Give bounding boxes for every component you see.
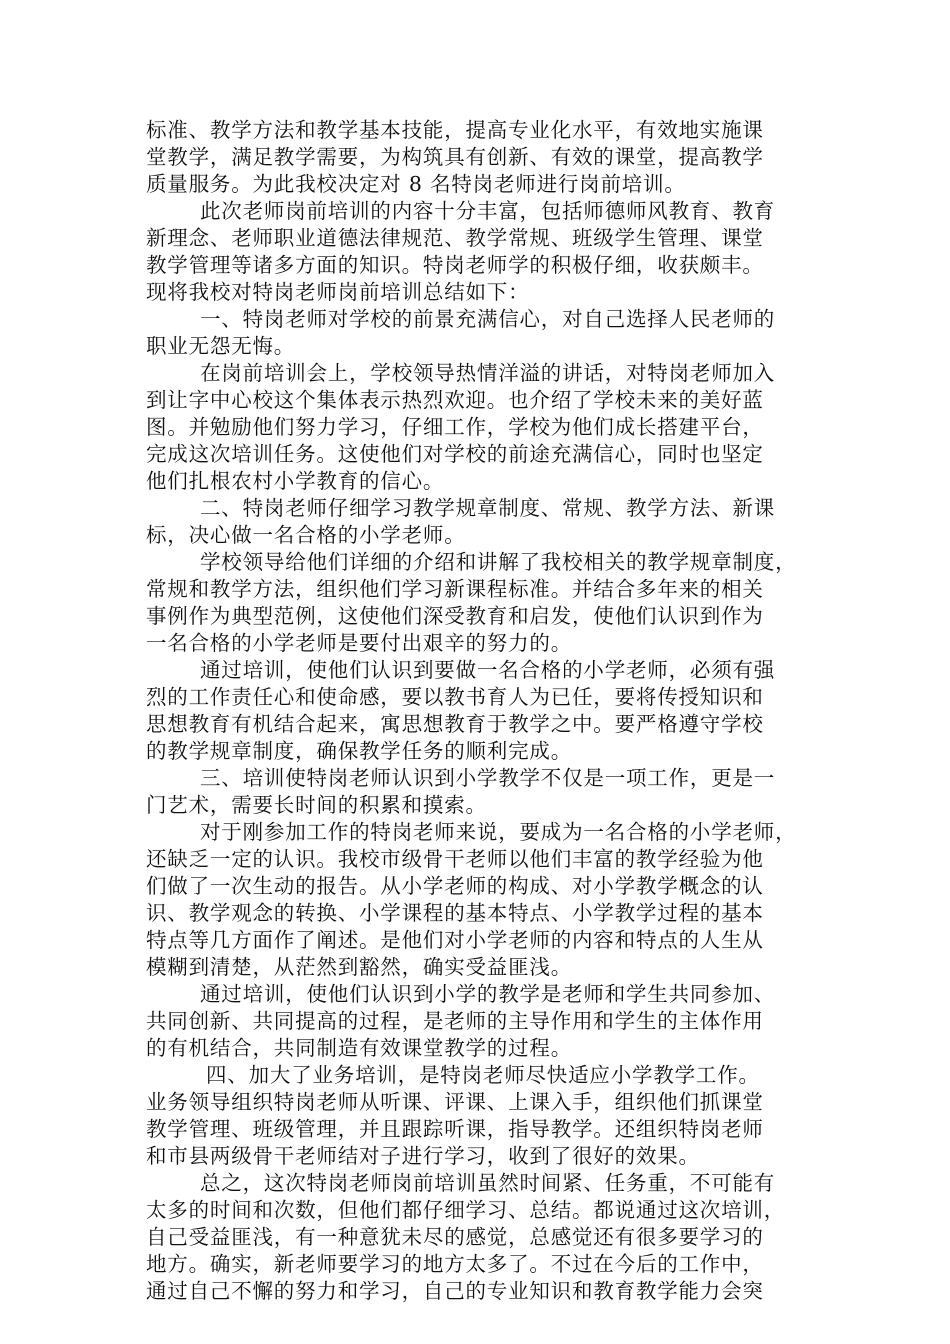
text-line: 和市县两级骨干老师结对子进行学习，收到了很好的效果。	[146, 1144, 700, 1168]
paragraph-start-line: 在岗前培训会上，学校领导热情洋溢的讲话，对特岗老师加入	[200, 361, 776, 385]
text-line: 太多的时间和次数，但他们都仔细学习、总结。都说通过这次培训，	[146, 1198, 785, 1222]
text-line: 共同创新、共同提高的过程，是老师的主导作用和学生的主体作用	[146, 1009, 764, 1033]
section-heading-line: 二、特岗老师仔细学习教学规章制度、常规、教学方法、新课	[200, 496, 776, 520]
text-line: 事例作为典型范例，这使他们深受教育和启发，使他们认识到作为	[146, 604, 764, 628]
text-line: 质量服务。为此我校决定对 8 名特岗老师进行岗前培训。	[146, 172, 686, 196]
text-line: 识、教学观念的转换、小学课程的基本特点、小学教学过程的基本	[146, 901, 764, 925]
text-line: 思想教育有机结合起来，寓思想教育于教学之中。要严格遵守学校	[146, 712, 764, 736]
text-line: 完成这次培训任务。这使他们对学校的前途充满信心，同时也坚定	[146, 442, 764, 466]
text-line: 模糊到清楚，从茫然到豁然，确实受益匪浅。	[146, 955, 572, 979]
paragraph-start-line: 通过培训，使他们认识到要做一名合格的小学老师，必须有强	[200, 658, 776, 682]
text-line: 到让字中心校这个集体表示热烈欢迎。也介绍了学校未来的美好蓝	[146, 388, 764, 412]
text-line: 常规和教学方法，组织他们学习新课程标准。并结合多年来的相关	[146, 577, 764, 601]
document-body	[146, 117, 810, 1305]
paragraph-start-line: 总之，这次特岗老师岗前培训虽然时间紧、任务重，不可能有	[200, 1171, 776, 1195]
text-line: 特点等几方面作了阐述。是他们对小学老师的内容和特点的人生从	[146, 928, 764, 952]
section-heading-line: 三、培训使特岗老师认识到小学教学不仅是一项工作，更是一	[200, 766, 776, 790]
section-heading-line: 标，决心做一名合格的小学老师。	[146, 523, 466, 547]
text-line: 烈的工作责任心和使命感，要以教书育人为已任，要将传授知识和	[146, 685, 764, 709]
text-line: 现将我校对特岗老师岗前培训总结如下：	[146, 280, 530, 304]
section-heading-line: 四、加大了业务培训，是特岗老师尽快适应小学教学工作。	[206, 1063, 760, 1087]
text-line: 的有机结合，共同制造有效课堂教学的过程。	[146, 1036, 572, 1060]
text-line: 教学管理等诸多方面的知识。特岗老师学的积极仔细，收获颇丰。	[146, 253, 764, 277]
section-heading-line: 一、特岗老师对学校的前景充满信心，对自己选择人民老师的	[200, 307, 776, 331]
text-line: 教学管理、班级管理，并且跟踪听课，指导教学。还组织特岗老师	[146, 1117, 764, 1141]
text-line: 还缺乏一定的认识。我校市级骨干老师以他们丰富的教学经验为他	[146, 847, 764, 871]
text-line: 堂教学，满足教学需要，为构筑具有创新、有效的课堂，提高教学	[146, 145, 764, 169]
text-line: 通过自己不懈的努力和学习，自己的专业知识和教育教学能力会突	[146, 1279, 764, 1303]
section-heading-line: 门艺术，需要长时间的积累和摸索。	[146, 793, 487, 817]
section-heading-line: 职业无怨无悔。	[146, 334, 296, 358]
text-line: 业务领导组织特岗老师从听课、评课、上课入手，组织他们抓课堂	[146, 1090, 764, 1114]
text-line: 标准、教学方法和教学基本技能，提高专业化水平，有效地实施课	[146, 118, 764, 142]
paragraph-start-line: 对于刚参加工作的特岗老师来说，要成为一名合格的小学老师，	[200, 820, 797, 844]
text-line: 自己受益匪浅，有一种意犹未尽的感觉，总感觉还有很多要学习的	[146, 1225, 764, 1249]
text-line: 他们扎根农村小学教育的信心。	[146, 469, 445, 493]
paragraph-start-line: 学校领导给他们详细的介绍和讲解了我校相关的教学规章制度，	[200, 550, 797, 574]
text-line: 一名合格的小学老师是要付出艰辛的努力的。	[146, 631, 572, 655]
text-line: 地方。确实，新老师要学习的地方太多了。不过在今后的工作中，	[146, 1252, 764, 1276]
paragraph-start-line: 此次老师岗前培训的内容十分丰富，包括师德师风教育、教育	[200, 199, 776, 223]
text-line: 图。并勉励他们努力学习，仔细工作，学校为他们成长搭建平台，	[146, 415, 764, 439]
paragraph-start-line: 通过培训，使他们认识到小学的教学是老师和学生共同参加、	[200, 982, 776, 1006]
text-line: 们做了一次生动的报告。从小学老师的构成、对小学教学概念的认	[146, 874, 764, 898]
text-line: 新理念、老师职业道德法律规范、教学常规、班级学生管理、课堂	[146, 226, 764, 250]
text-line: 的教学规章制度，确保教学任务的顺利完成。	[146, 739, 572, 763]
